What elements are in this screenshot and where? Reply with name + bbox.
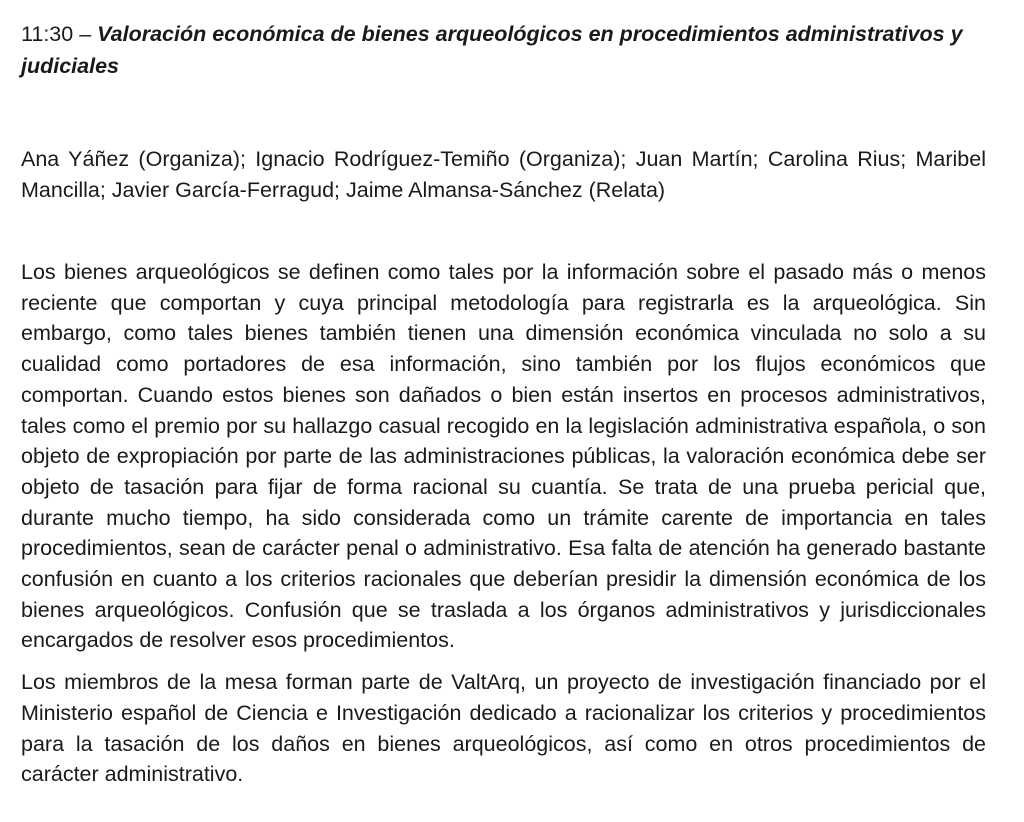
participants-list: Ana Yáñez (Organiza); Ignacio Rodríguez-Temiño (Organiza); Juan Martín; Carolina Rius; Maribel Mancilla; Javier García-Ferragud; Jaime Almansa-Sánchez (Relata) bbox=[21, 147, 986, 202]
abstract-paragraph-2: Los miembros de la mesa forman parte de ValtArq, un proyecto de investigación financiado por el Ministerio español de Ciencia e Investigación dedicado a racionalizar los criterios y procedimientos para la tasación de los daños en bienes arqueológicos, así como en otros procedimientos de carácter administrativo. bbox=[21, 670, 986, 787]
abstract-paragraph-1: Los bienes arqueológicos se definen como tales por la información sobre el pasado más o menos reciente que comportan y cuya principal metodología para registrarla es la arqueológica. Sin embargo, como tales bienes también tienen una dimensión económica vinculada no solo a su cualidad como portadores de esa información, sino también por los flujos económicos que comportan. Cuando estos bienes son dañados o bien están insertos en procesos administrativos, tales como el premio por su hallazgo casual recogido en la legislación administrativa española, o son objeto de expropiación por parte de las administraciones públicas, la valoración económica debe ser objeto de tasación para fijar de forma racional su cuantía. Se trata de una prueba pericial que, durante mucho tiempo, ha sido considerada como un trámite carente de importancia en tales procedimientos, sean de carácter penal o administrativo. Esa falta de atención ha generado bastante confusión en cuanto a los criterios racionales que deberían presidir la dimensión económica de los bienes arqueológicos. Confusión que se traslada a los órganos administrativos y jurisdiccionales encargados de resolver esos procedimientos. bbox=[21, 260, 986, 653]
session-title: Valoración económica de bienes arqueológicos en procedimientos administrativos y judiciales bbox=[21, 22, 963, 78]
session-heading bbox=[21, 18, 986, 82]
session-time: 11:30 bbox=[21, 22, 74, 46]
session-separator: – bbox=[73, 22, 98, 46]
